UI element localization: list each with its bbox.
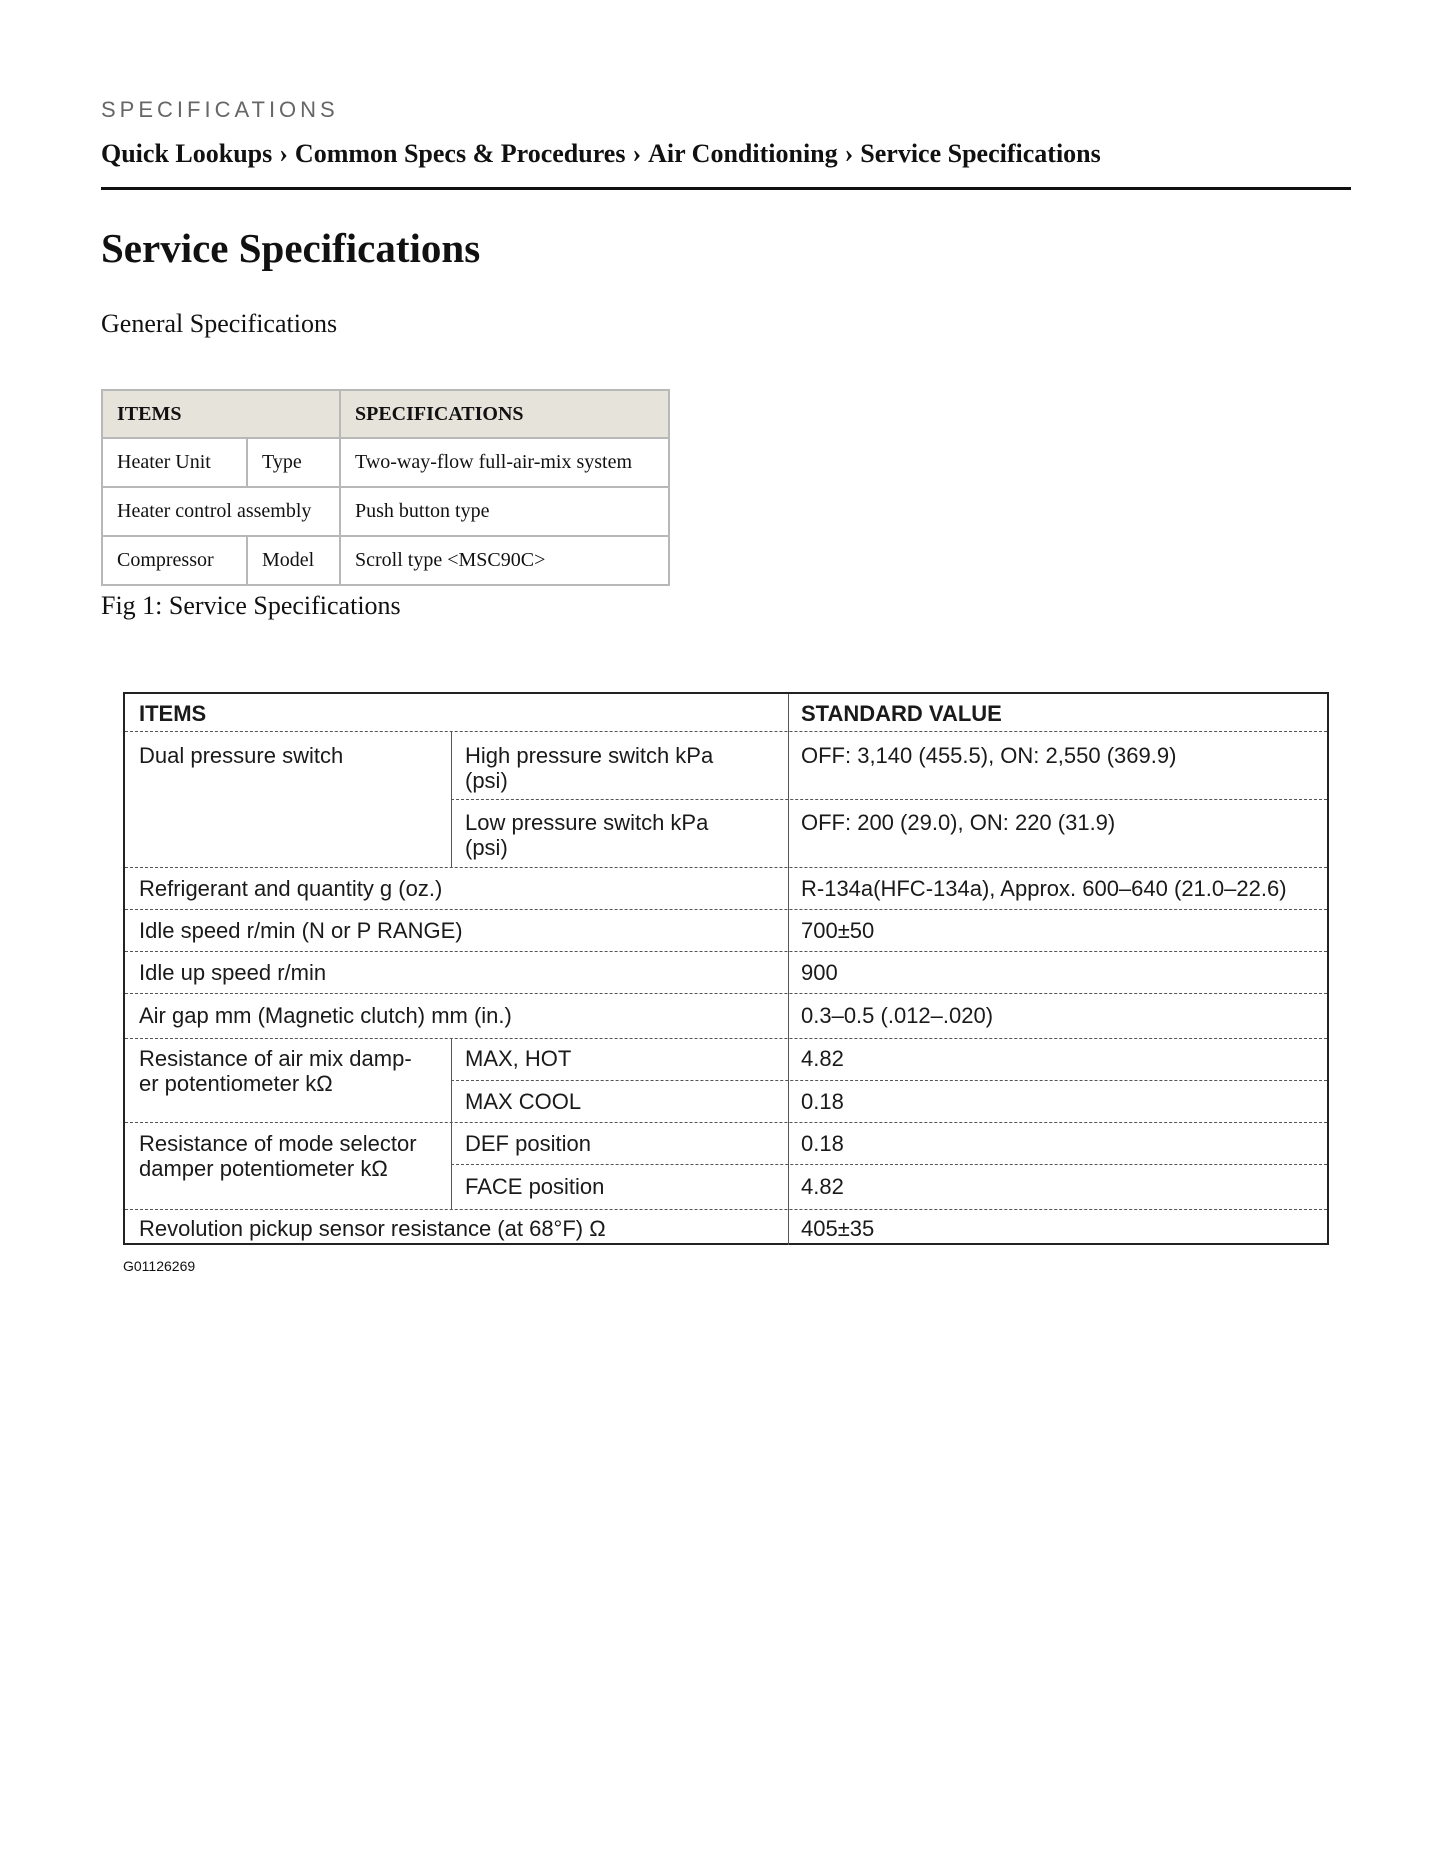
scan-text-line: er potentiometer kΩ [139,1071,333,1096]
header-items: ITEMS [102,390,340,438]
scan-cell-item: Dual pressure switch [139,743,344,768]
scan-cell-item: Revolution pickup sensor resistance (at 68°F) Ω [139,1216,606,1241]
grid-line [451,1038,452,1209]
scan-header-items: ITEMS [139,701,207,726]
table-row [102,487,669,536]
table-cell-item: Compressor [102,536,247,585]
grid-line [788,694,789,1245]
scan-text-line: (psi) [465,768,508,793]
grid-line [125,993,1327,994]
grid-line [125,1209,1327,1210]
breadcrumb-item-air-conditioning[interactable]: Air Conditioning [648,139,838,168]
scan-cell-value: OFF: 3,140 (455.5), ON: 2,550 (369.9) [801,743,1177,768]
scan-cell-sub [465,743,713,793]
scan-text-line: High pressure switch kPa [465,743,714,768]
table-cell-item: Heater control assembly [102,487,340,536]
scan-cell-item: Idle speed r/min (N or P RANGE) [139,918,463,943]
table-cell-item: Heater Unit [102,438,247,487]
scan-cell-value: 700±50 [801,918,875,943]
scanned-specifications-figure [123,692,1329,1245]
grid-line [125,1038,1327,1039]
scan-text-line: Low pressure switch kPa [465,810,709,835]
grid-line [451,1080,1327,1081]
scan-cell-value: 4.82 [801,1046,844,1071]
section-subtitle: General Specifications [101,309,338,338]
grid-line [125,867,1327,868]
table-cell-spec: Two-way-flow full-air-mix system [340,438,669,487]
scan-text-line: Resistance of air mix damp- [139,1046,412,1071]
section-kicker: SPECIFICATIONS [101,97,339,122]
breadcrumb-separator: › [632,139,642,168]
breadcrumb-item-quick-lookups[interactable]: Quick Lookups [101,139,273,168]
scan-cell-sub [465,810,708,860]
scan-cell-sub: MAX COOL [465,1089,582,1114]
grid-line [125,1122,1327,1123]
scan-cell-value: OFF: 200 (29.0), ON: 220 (31.9) [801,810,1116,835]
table-row [102,438,669,487]
scan-cell-value: 900 [801,960,838,985]
breadcrumb [101,139,1351,190]
scan-cell-value: 405±35 [801,1216,875,1241]
scan-cell-item [139,1046,412,1096]
table-cell-sub: Type [247,438,340,487]
scan-cell-value: 4.82 [801,1174,844,1199]
scan-cell-value: 0.18 [801,1131,844,1156]
scan-cell-sub: MAX, HOT [465,1046,572,1071]
scan-cell-value: R-134a(HFC-134a), Approx. 600–640 (21.0–22.6) [801,876,1287,901]
table-cell-spec: Scroll type <MSC90C> [340,536,669,585]
figure-caption: Fig 1: Service Specifications [101,591,401,620]
scan-cell-sub: FACE position [465,1174,605,1199]
scan-cell-value: 0.18 [801,1089,844,1114]
header-specifications: SPECIFICATIONS [340,390,669,438]
grid-line [125,951,1327,952]
scan-text-line: (psi) [465,835,508,860]
scan-header-standard-value: STANDARD VALUE [801,701,1002,726]
breadcrumb-separator: › [844,139,854,168]
scan-cell-item: Air gap mm (Magnetic clutch) mm (in.) [139,1003,512,1028]
scan-cell-item: Refrigerant and quantity g (oz.) [139,876,443,901]
general-specifications-table [101,389,670,586]
figure-code: G01126269 [123,1258,196,1274]
table-cell-sub: Model [247,536,340,585]
scan-cell-item: Idle up speed r/min [139,960,327,985]
scan-text-line: Resistance of mode selector [139,1131,417,1156]
scan-text-line: damper potentiometer kΩ [139,1156,388,1181]
breadcrumb-separator: › [279,139,288,168]
scan-cell-sub: DEF position [465,1131,591,1156]
table-header-row [102,390,669,438]
grid-line [451,799,1327,800]
grid-line [451,1164,1327,1165]
breadcrumb-item-common-specs[interactable]: Common Specs & Procedures [294,139,626,168]
grid-line [125,731,1327,732]
scan-cell-value: 0.3–0.5 (.012–.020) [801,1003,994,1028]
table-row [102,536,669,585]
page-title: Service Specifications [101,225,481,271]
table-cell-spec: Push button type [340,487,669,536]
scan-cell-item [139,1131,417,1181]
breadcrumb-item-service-specifications: Service Specifications [860,139,1101,168]
grid-line [125,909,1327,910]
